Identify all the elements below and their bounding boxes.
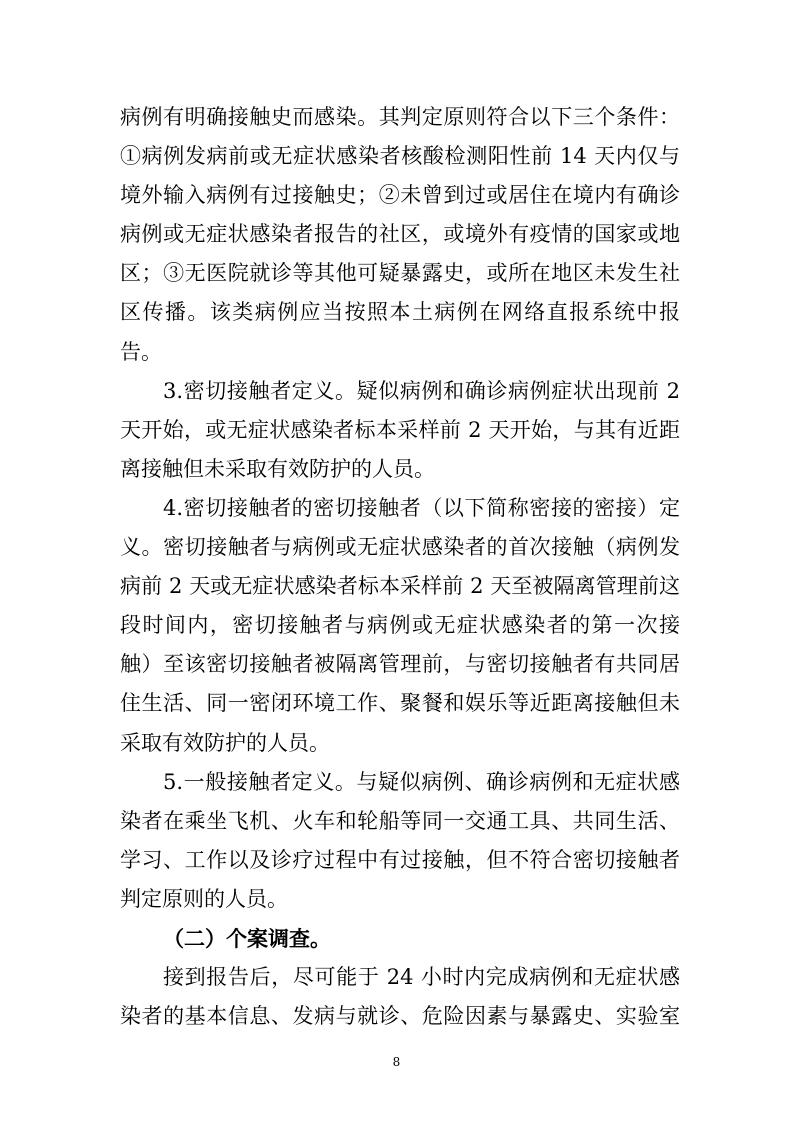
text-line: 区；③无医院就诊等其他可疑暴露史，或所在地区未发生社: [120, 261, 680, 286]
text-line: 染者的基本信息、发病与就诊、危险因素与暴露史、实验室: [120, 1004, 680, 1029]
paragraph-general-contact-definition: [120, 763, 680, 919]
text-line: 病前 2 天或无症状感染者标本采样前 2 天至被隔离管理前这: [120, 574, 680, 599]
paragraph-continuation: [120, 98, 680, 372]
paragraph-close-contact-definition: [120, 372, 680, 489]
text-line: 离接触但未采取有效防护的人员。: [120, 456, 435, 481]
text-line: 住生活、同一密闭环境工作、聚餐和娱乐等近距离接触但未: [120, 691, 680, 716]
text-line: 区传播。该类病例应当按照本土病例在网络直报系统中报: [120, 300, 680, 325]
text-line: 接到报告后，尽可能于 24 小时内完成病例和无症状感: [163, 965, 680, 990]
text-line: 段时间内，密切接触者与病例或无症状感染者的第一次接: [120, 613, 680, 638]
text-line: 学习、工作以及诊疗过程中有过接触，但不符合密切接触者: [120, 847, 680, 872]
text-line: 5.一般接触者定义。与疑似病例、确诊病例和无症状感: [163, 769, 680, 794]
text-line: 告。: [120, 339, 162, 364]
text-line: 染者在乘坐飞机、火车和轮船等同一交通工具、共同生活、: [120, 808, 680, 833]
text-line: 触）至该密切接触者被隔离管理前，与密切接触者有共同居: [120, 652, 680, 677]
text-line: 4.密切接触者的密切接触者（以下简称密接的密接）定: [163, 495, 680, 520]
text-line: 病例有明确接触史而感染。其判定原则符合以下三个条件：: [120, 105, 680, 129]
paragraph-secondary-contact-definition: [120, 489, 680, 763]
text-line: 境外输入病例有过接触史；②未曾到过或居住在境内有确诊: [120, 183, 680, 208]
section-heading-text: （二）个案调查。: [163, 925, 331, 951]
text-line: 判定原则的人员。: [120, 886, 288, 911]
section-heading: [120, 919, 680, 958]
text-line: 天开始，或无症状感染者标本采样前 2 天开始，与其有近距: [120, 417, 680, 442]
text-line: ①病例发病前或无症状感染者核酸检测阳性前 14 天内仅与: [120, 144, 680, 169]
paragraph-case-investigation: [120, 958, 680, 1036]
text-line: 病例或无症状感染者报告的社区，或境外有疫情的国家或地: [120, 222, 680, 247]
text-line: 3.密切接触者定义。疑似病例和确诊病例症状出现前 2: [163, 378, 680, 403]
page-body: [120, 98, 680, 1036]
page-number: 8: [392, 1055, 401, 1069]
text-line: 义。密切接触者与病例或无症状感染者的首次接触（病例发: [120, 535, 680, 560]
text-line: 采取有效防护的人员。: [120, 730, 330, 755]
